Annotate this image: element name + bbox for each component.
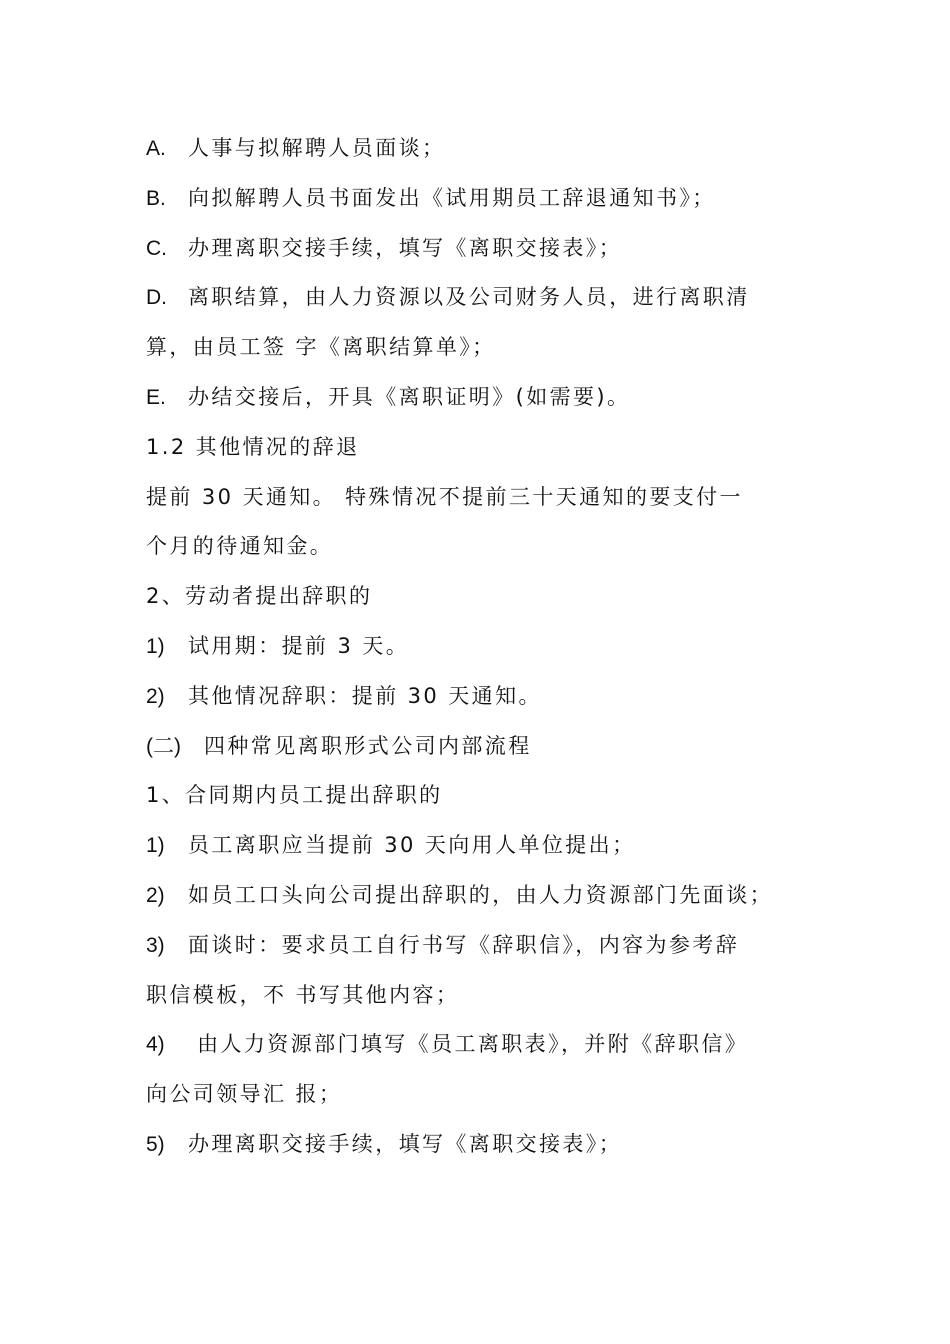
section-heading-2 — [146, 572, 826, 622]
list-marker: 3) — [146, 933, 165, 957]
line-text: 向公司领导汇 报； — [146, 1082, 343, 1107]
line-text: 办理离职交接手续，填写《离职交接表》； — [188, 235, 623, 260]
heading-text: 2、劳动者提出辞职的 — [146, 584, 373, 609]
list-marker: 1) — [146, 634, 165, 658]
document-body — [146, 124, 826, 1170]
list-marker: A. — [146, 137, 166, 160]
list-item-4-continued — [146, 1070, 826, 1120]
section-marker: (二) — [146, 734, 181, 758]
list-marker: 4) — [146, 1033, 165, 1057]
list-item-d — [146, 273, 826, 323]
line-text: 办结交接后，开具《离职证明》(如需要)。 — [188, 384, 631, 409]
line-text: 个月的待通知金。 — [146, 534, 334, 559]
heading-text: 1.2 其他情况的辞退 — [146, 434, 360, 459]
line-text: 员工离职应当提前 30 天向用人单位提出； — [188, 833, 636, 858]
list-item-d-continued — [146, 323, 826, 373]
line-text: 向拟解聘人员书面发出《试用期员工辞退通知书》； — [188, 185, 716, 210]
list-item-1 — [146, 622, 826, 672]
line-text: 试用期：提前 3 天。 — [188, 633, 410, 658]
line-text: 离职结算，由人力资源以及公司财务人员，进行离职清 — [188, 285, 750, 310]
line-text: 办理离职交接手续，填写《离职交接表》； — [188, 1131, 623, 1156]
list-item-c — [146, 224, 826, 274]
list-marker: 1) — [146, 834, 165, 858]
list-item-2 — [146, 871, 826, 921]
list-item-e — [146, 373, 826, 423]
line-text: 面谈时：要求员工自行书写《辞职信》，内容为参考辞 — [188, 932, 740, 957]
heading-text: 四种常见离职形式公司内部流程 — [204, 733, 532, 758]
subsection-heading-1 — [146, 771, 826, 821]
list-marker: D. — [146, 286, 167, 310]
line-text: 人事与拟解聘人员面谈； — [188, 136, 446, 160]
line-text: 提前 30 天通知。 特殊情况不提前三十天通知的要支付一 — [146, 484, 743, 509]
list-item-1 — [146, 821, 826, 871]
list-marker: 2) — [146, 883, 165, 907]
line-text: 职信模板，不 书写其他内容； — [146, 982, 460, 1007]
line-text: 由人力资源部门填写《员工离职表》，并附《辞职信》 — [188, 1032, 749, 1057]
list-item-5 — [146, 1120, 826, 1170]
list-marker: 5) — [146, 1132, 165, 1156]
paragraph-line-continued — [146, 522, 826, 572]
line-text: 算，由员工签 字《离职结算单》； — [146, 335, 496, 360]
list-item-a — [146, 124, 826, 174]
line-text: 如员工口头向公司提出辞职的，由人力资源部门先面谈； — [188, 882, 773, 907]
heading-text: 1、合同期内员工提出辞职的 — [146, 783, 443, 808]
paragraph-line — [146, 473, 826, 523]
section-heading-er — [146, 722, 826, 772]
section-heading-1-2 — [146, 423, 826, 473]
list-marker: C. — [146, 236, 167, 260]
list-item-3 — [146, 921, 826, 971]
line-text: 其他情况辞职：提前 30 天通知。 — [188, 683, 542, 708]
list-marker: E. — [146, 385, 166, 409]
list-item-2 — [146, 672, 826, 722]
list-marker: B. — [146, 186, 166, 210]
list-item-b — [146, 174, 826, 224]
list-marker: 2) — [146, 684, 165, 708]
list-item-3-continued — [146, 971, 826, 1021]
list-item-4 — [146, 1020, 826, 1070]
